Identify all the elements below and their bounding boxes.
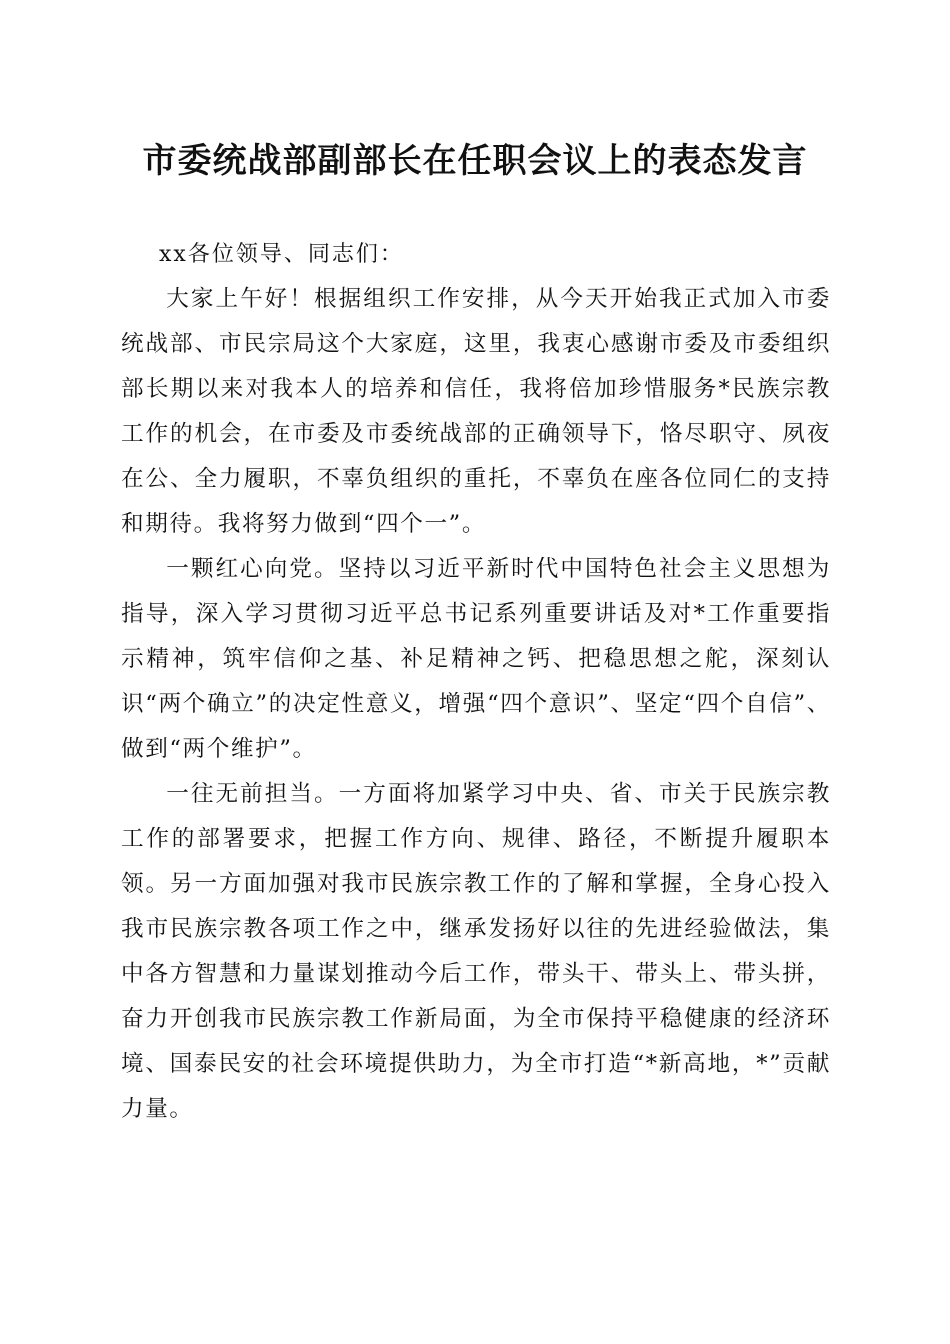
document-title: 市委统战部副部长在任职会议上的表态发言 (142, 141, 808, 181)
salutation: xx各位领导、同志们： (159, 242, 404, 267)
paragraph-responsibility: 一往无前担当。一方面将加紧学习中央、省、市关于民族宗教工作的部署要求，把握工作方向、规律、路径，不断提升履职本领。另一方面加强对我市民族宗教工作的了解和掌握，全身心投入我市民族宗教各项工作之中，继承发扬好以往的先进经验做法，集中各方智慧和力量谋划推动今后工作，带头干、带头上、带头拼，奋力开创我市民族宗教工作新局面，为全市保持平稳健康的经济环境、国泰民安的社会环境提供助力，为全市打造“*新高地，*”贡献力量。 (121, 781, 831, 1122)
document-body (121, 232, 831, 1132)
paragraph-opening: 大家上午好！根据组织工作安排，从今天开始我正式加入市委统战部、市民宗局这个大家庭，这里，我衷心感谢市委及市委组织部长期以来对我本人的培养和信任，我将倍加珍惜服务*民族宗教工作的机会，在市委及市委统战部的正确领导下，恪尽职守、夙夜在公、全力履职，不辜负组织的重托，不辜负在座各位同仁的支持和期待。我将努力做到“四个一”。 (121, 286, 831, 537)
paragraph-loyalty: 一颗红心向党。坚持以习近平新时代中国特色社会主义思想为指导，深入学习贯彻习近平总书记系列重要讲话及对*工作重要指示精神，筑牢信仰之基、补足精神之钙、把稳思想之舵，深刻认识“两个确立”的决定性意义，增强“四个意识”、坚定“四个自信”、做到“两个维护”。 (121, 556, 831, 762)
